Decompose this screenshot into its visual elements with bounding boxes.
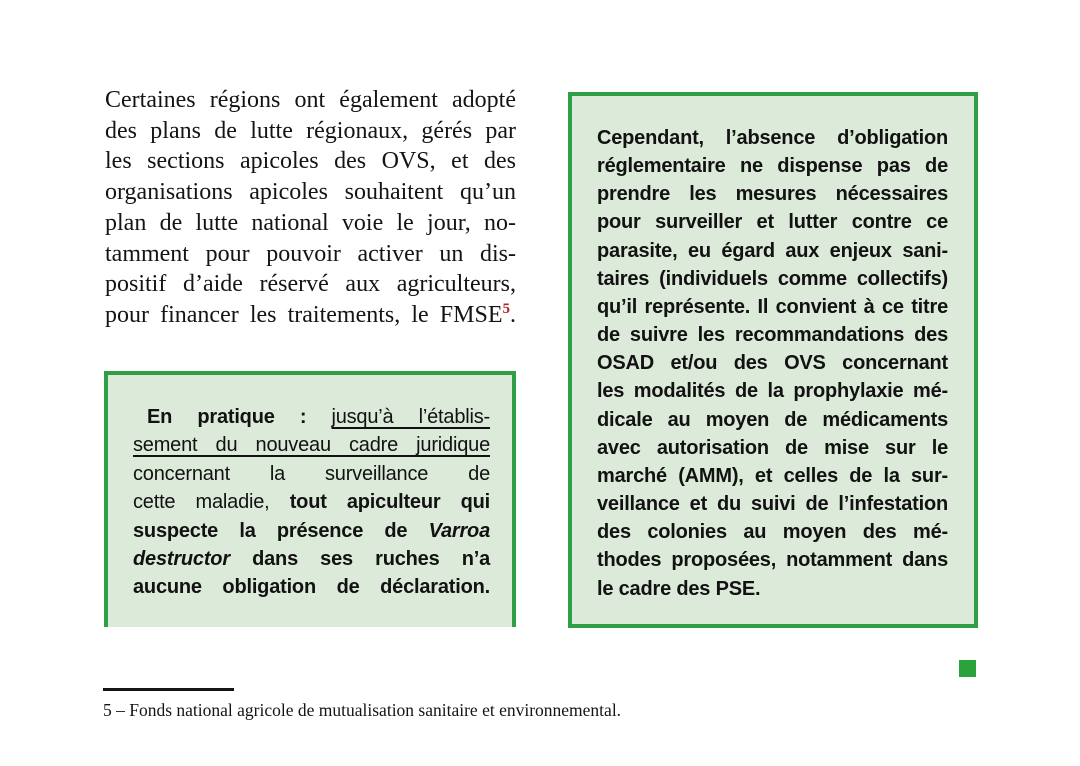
text-segment: les modalités de la prophylaxie mé- <box>597 380 948 403</box>
text-line <box>133 517 490 545</box>
regulation-callout-box <box>568 92 978 628</box>
text-line <box>105 177 516 208</box>
text-line <box>597 490 948 518</box>
text-line <box>597 265 948 293</box>
text-segment: le cadre des PSE. <box>597 577 761 600</box>
text-line <box>597 518 948 546</box>
text-segment: marché (AMM), et celles de la sur- <box>597 464 948 487</box>
practice-callout-box <box>104 371 516 627</box>
text-line <box>133 488 490 516</box>
text-line <box>133 431 490 459</box>
text-segment: positif d’aide réservé aux agriculteurs, <box>105 271 516 298</box>
text-line <box>597 377 948 405</box>
text-segment: parasite, eu égard aux enjeux sani- <box>597 239 948 262</box>
text-segment: tamment pour pouvoir activer un dis- <box>105 240 516 267</box>
text-line <box>105 146 516 177</box>
text-line <box>597 180 948 208</box>
text-segment: prendre les mesures nécessaires <box>597 183 948 206</box>
text-segment: Varroa <box>428 519 490 542</box>
text-segment: pour surveiller et lutter contre ce <box>597 211 948 234</box>
text-line <box>597 406 948 434</box>
text-line <box>133 573 490 601</box>
text-line <box>105 269 516 300</box>
text-line <box>105 116 516 147</box>
text-segment: plan de lutte national voie le jour, no- <box>105 209 516 236</box>
text-line <box>597 237 948 265</box>
text-line <box>105 239 516 270</box>
text-segment: 5 <box>502 300 510 317</box>
text-segment: sement du nouveau cadre juridique <box>133 434 490 457</box>
text-line <box>597 349 948 377</box>
text-segment: destructor <box>133 548 253 571</box>
footnote-text: 5 – Fonds national agricole de mutualisation sanitaire et environnemental. <box>103 700 622 720</box>
text-line <box>597 575 948 603</box>
text-segment: dicale au moyen de médicaments <box>597 408 948 431</box>
text-segment: aucune obligation de déclaration. <box>133 576 490 599</box>
text-segment: qu’il représente. Il convient à ce titre <box>597 295 948 318</box>
text-segment: cette maladie, <box>133 491 290 514</box>
text-segment: veillance et du suivi de l’infestation <box>597 493 948 516</box>
text-line <box>597 546 948 574</box>
text-line <box>133 460 490 488</box>
text-line <box>133 403 490 431</box>
text-segment: Cependant, l’absence d’obligation <box>597 127 948 149</box>
text-segment: des colonies au moyen des mé- <box>597 521 948 544</box>
text-segment: suspecte la présence de <box>133 519 429 542</box>
text-segment: des plans de lutte régionaux, gérés par <box>105 117 516 144</box>
text-line <box>597 124 948 152</box>
text-segment: avec autorisation de mise sur le <box>597 436 948 459</box>
text-line <box>597 208 948 236</box>
text-line <box>597 462 948 490</box>
text-line <box>597 152 948 180</box>
footnote-separator-rule <box>103 688 234 691</box>
text-segment: Certaines régions ont également adopté <box>105 87 516 113</box>
end-of-article-square-icon <box>959 660 976 677</box>
text-line <box>105 208 516 239</box>
text-segment: organisations apicoles souhaitent qu’un <box>105 179 516 206</box>
body-paragraph <box>105 85 516 334</box>
text-line <box>597 434 948 462</box>
text-segment: OSAD et/ou des OVS concernant <box>597 352 948 375</box>
text-segment: jusqu’à l’établis- <box>331 406 490 428</box>
text-segment: réglementaire ne dispense pas de <box>597 155 948 178</box>
text-segment: concernant la surveillance de <box>133 462 490 485</box>
text-segment: thodes proposées, notamment dans <box>597 549 948 572</box>
text-segment: En pratique : <box>147 406 332 428</box>
text-line <box>105 85 516 116</box>
text-segment: les sections apicoles des OVS, et des <box>105 148 516 175</box>
text-line <box>133 545 490 573</box>
text-line <box>597 293 948 321</box>
text-segment: dans ses ruches n’a <box>252 548 491 571</box>
text-line <box>105 300 516 334</box>
text-segment: de suivre les recommandations des <box>597 324 948 347</box>
text-segment: . <box>510 301 516 328</box>
text-segment: taires (individuels comme collectifs) <box>597 267 948 290</box>
text-line <box>597 321 948 349</box>
text-segment: pour financer les traitements, le FMSE <box>105 301 503 328</box>
text-segment: tout apiculteur qui <box>289 491 490 514</box>
